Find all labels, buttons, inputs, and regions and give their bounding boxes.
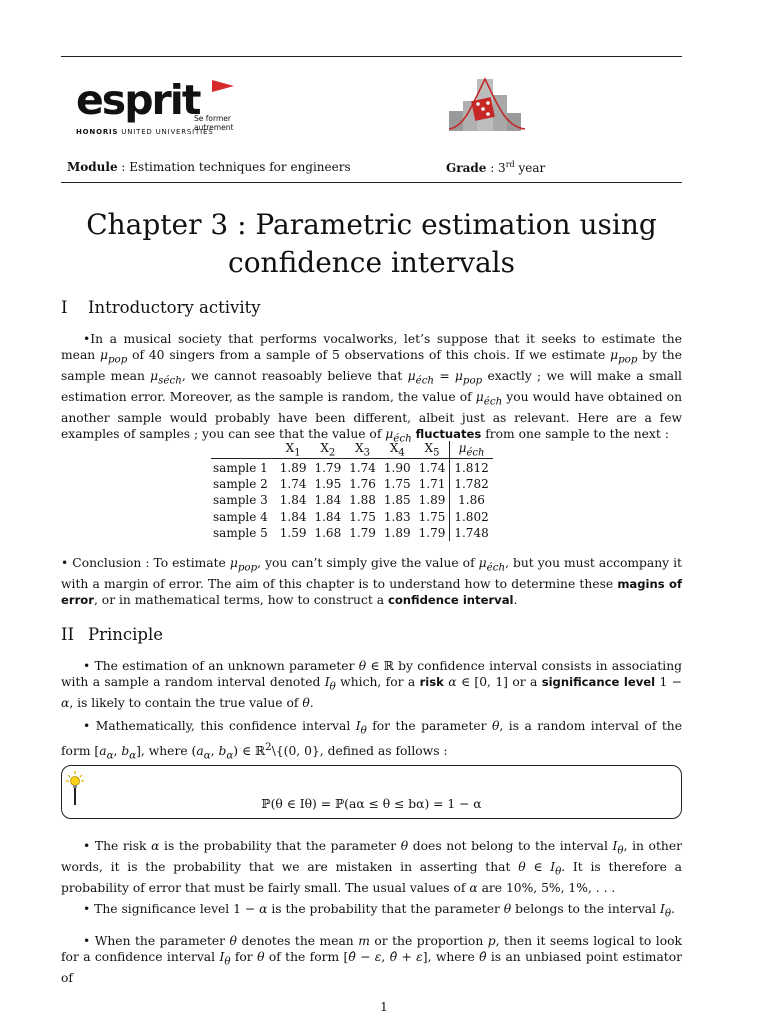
table-header-cell: $X_1$ <box>276 441 311 459</box>
section-title: Principle <box>88 625 164 644</box>
grade-info: Grade : 3rd year <box>446 160 546 175</box>
module-label: Module <box>67 160 118 174</box>
table-header-cell: $X_2$ <box>310 441 345 459</box>
bold-margins: magins of error <box>61 576 682 608</box>
logo-sub-rest: UNITED UNIVERSITIES <box>121 128 214 136</box>
logo-tagline: Se former autrement <box>194 114 234 132</box>
logo-word: esprit <box>76 76 200 124</box>
logo-flag-icon <box>212 80 234 96</box>
page-number: 1 <box>380 1000 388 1014</box>
table-row: sample 1 1.89 1.79 1.74 1.90 1.74 1.812 <box>211 459 493 476</box>
logo-subtitle <box>76 128 213 136</box>
section-number: I <box>61 298 68 317</box>
mean-proportion-paragraph: • When the parameter θ denotes the mean m or the proportion p, then it seems logical to look for a confidence interval $I_\theta$ for θ of the form [θ̂ − ε, θ̂ + ε], where θ̂ is an unbiased point estimator of <box>61 934 683 986</box>
grade-num: 3 <box>498 161 506 175</box>
table-row: sample 4 1.84 1.84 1.75 1.83 1.75 1.802 <box>211 509 493 525</box>
bold-significance-level: significance level <box>541 675 656 690</box>
conclusion-paragraph: • Conclusion : To estimate $\mu_{pop}$, you can’t simply give the value of $\mu_{éch}$, but you must accompany it with a margin of error. The aim of this chapter is to understand how to determine these magins of error, or in mathematical terms, how to construct a confidence interval. <box>61 556 682 608</box>
table-header-cell: $X_5$ <box>415 441 450 459</box>
title-line-2: confidence intervals <box>228 246 515 279</box>
principle-paragraph-2: • Mathematically, this confidence interval $I_\theta$ for the parameter θ, is a random interval of the form [$a_\alpha$, $b_\alpha$], where ($a_\alpha$, $b_\alpha$) ∈ ℝ$^2$\{(0, 0}, defined as follows : <box>61 719 682 762</box>
section-number: II <box>61 625 75 644</box>
table-header-mean: $\mu_{éch}$ <box>450 441 493 459</box>
section-heading-2 <box>61 625 163 644</box>
table-row: sample 5 1.59 1.68 1.79 1.89 1.79 1.748 <box>211 525 493 541</box>
header-top-rule <box>61 56 682 57</box>
module-info: Module : Estimation techniques for engineers <box>67 160 351 174</box>
principle-paragraph-1: • The estimation of an unknown parameter θ ∈ ℝ by confidence interval consists in associating with a sample a random interval denoted $I_\theta$ which, for a risk α ∈ [0, 1] or a significance level 1 − α, is likely to contain the true value of θ. <box>61 659 683 711</box>
significance-paragraph: • The significance level 1 − α is the probability that the parameter θ belongs to the interval $I_\theta$. <box>83 902 675 920</box>
bold-risk: risk <box>419 675 444 690</box>
grade-label: Grade <box>446 161 487 175</box>
table-header-cell: $X_4$ <box>380 441 415 459</box>
header-bottom-rule <box>61 182 682 183</box>
logo-sub-bold: HONORIS <box>76 128 119 136</box>
section-title: Introductory activity <box>88 298 261 317</box>
grade-sup: rd <box>505 160 515 169</box>
table-header-cell: $X_3$ <box>345 441 380 459</box>
page-title <box>61 206 682 282</box>
module-value: Estimation techniques for engineers <box>129 160 351 174</box>
grade-rest: year <box>518 161 546 175</box>
title-line-1: Chapter 3 : Parametric estimation using <box>86 208 657 241</box>
bold-confidence-interval: confidence interval <box>387 593 514 608</box>
confidence-formula: ℙ(θ ∈ Iθ) = ℙ(aα ≤ θ ≤ bα) = 1 − α <box>261 797 482 811</box>
formula-box <box>61 765 682 819</box>
statistics-logo-icon <box>447 73 529 133</box>
esprit-logo <box>76 76 236 140</box>
bold-fluctuates: fluctuates <box>415 427 482 442</box>
table-row: sample 2 1.74 1.95 1.76 1.75 1.71 1.782 <box>211 476 493 492</box>
section-heading-1 <box>61 298 261 317</box>
table-header-row <box>211 441 493 459</box>
samples-table <box>211 441 493 541</box>
table-row: sample 3 1.84 1.84 1.88 1.85 1.89 1.86 <box>211 492 493 508</box>
risk-paragraph: • The risk α is the probability that the parameter θ does not belong to the interval $I_\theta$, in other words, it is the probability that we are mistaken in asserting that θ ∈ $I_\theta$. It is therefore a probability of error that must be fairly small. The usual values of α are 10%, 5%, 1%, . . . <box>61 839 682 895</box>
intro-paragraph: •In a musical society that performs vocalworks, let’s suppose that it seeks to estimate the mean $\mu_{pop}$ of 40 singers from a sample of 5 observations of this chois. If we estimate $\mu_{pop}$ by the sample mean $\mu_{séch}$, we cannot reasoably believe that $\mu_{éch} = \mu_{pop}$ exactly ; we will make a small estimation error. Moreover, as the sample is random, the value of $\mu_{éch}$ you would have obtained on another sample would probably have been different, albeit just as relevant. Here are a few examples of samples ; you can see that the value of $\mu_{éch}$ fluctuates from one sample to the next : <box>61 332 682 445</box>
